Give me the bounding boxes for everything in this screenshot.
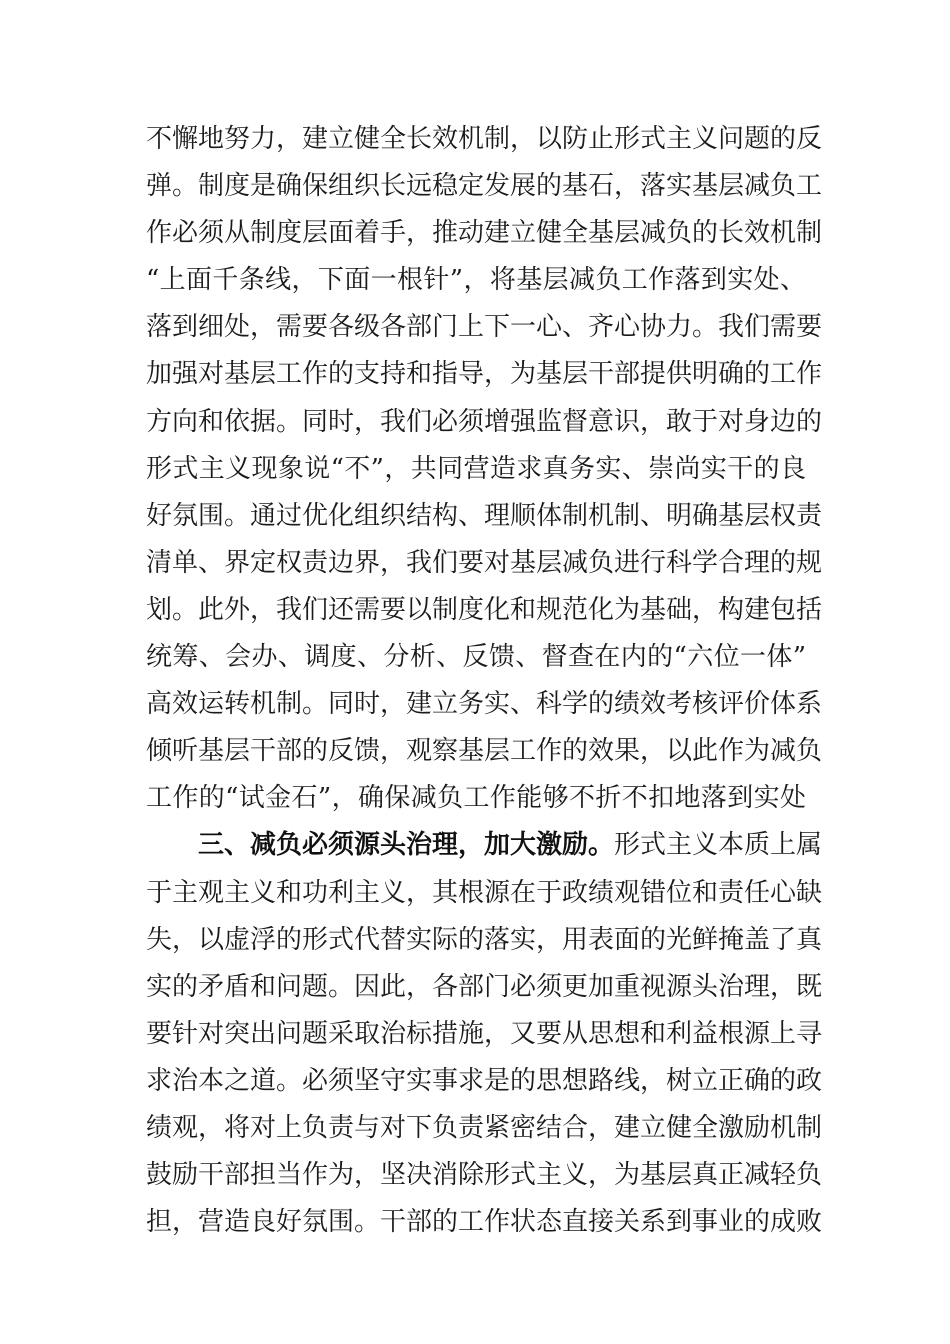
text-line: 绩观，将对上负责与对下负责紧密结合，建立健全激励机制 [146,1112,823,1143]
document-body [146,116,823,1246]
section-3-first-line [146,822,823,869]
text-line: 统筹、会办、调度、分析、反馈、督查在内的“六位一体” [146,642,806,673]
text-line: 求治本之道。必须坚守实事求是的思想路线，树立正确的政 [146,1065,823,1096]
text-line: “上面千条线，下面一根针”，将基层减负工作落到实处、 [146,265,806,296]
text-line: 不懈地努力，建立健全长效机制，以防止形式主义问题的反 [146,124,823,154]
text-line: 作必须从制度层面着手，推动建立健全基层减负的长效机制 [146,218,823,249]
text-line: 高效运转机制。同时，建立务实、科学的绩效考核评价体系 [146,689,823,720]
text-line: 清单、界定权责边界，我们要对基层减负进行科学合理的规 [146,547,823,578]
text-line: 好氛围。通过优化组织结构、理顺体制机制、明确基层权责 [146,500,823,531]
text-line: 划。此外，我们还需要以制度化和规范化为基础，构建包括 [146,594,823,625]
text-line: 实的矛盾和问题。因此，各部门必须更加重视源头治理，既 [146,971,823,1002]
text-line: 方向和依据。同时，我们必须增强监督意识，敢于对身边的 [146,406,823,437]
text-line: 弹。制度是确保组织长远稳定发展的基石，落实基层减负工 [146,171,823,202]
text-line: 加强对基层工作的支持和指导，为基层干部提供明确的工作 [146,359,823,390]
section-3-paragraph [146,822,823,1246]
text-line: 工作的“试金石”，确保减负工作能够不折不扣地落到实处 [146,783,806,814]
text-line: 失，以虚浮的形式代替实际的落实，用表面的光鲜掩盖了真 [146,924,823,955]
text-line: 落到细处，需要各级各部门上下一心、齐心协力。我们需要 [146,312,823,343]
text-line: 形式主义现象说“不”，共同营造求真务实、崇尚实干的良 [146,453,806,484]
text-line: 鼓励干部担当作为，坚决消除形式主义，为基层真正减轻负 [146,1160,823,1191]
text-line: 倾听基层干部的反馈，观察基层工作的效果，以此作为减负 [146,736,823,767]
section-3-first-line-text: 形式主义本质上属 [614,830,823,861]
section-3-heading: 三、减负必须源头治理，加大激励。 [198,830,615,861]
text-line: 要针对突出问题采取治标措施，又要从思想和利益根源上寻 [146,1018,823,1049]
text-line: 于主观主义和功利主义，其根源在于政绩观错位和责任心缺 [146,877,823,908]
paragraph-1 [146,116,823,822]
text-line: 担，营造良好氛围。干部的工作状态直接关系到事业的成败 [146,1207,823,1238]
